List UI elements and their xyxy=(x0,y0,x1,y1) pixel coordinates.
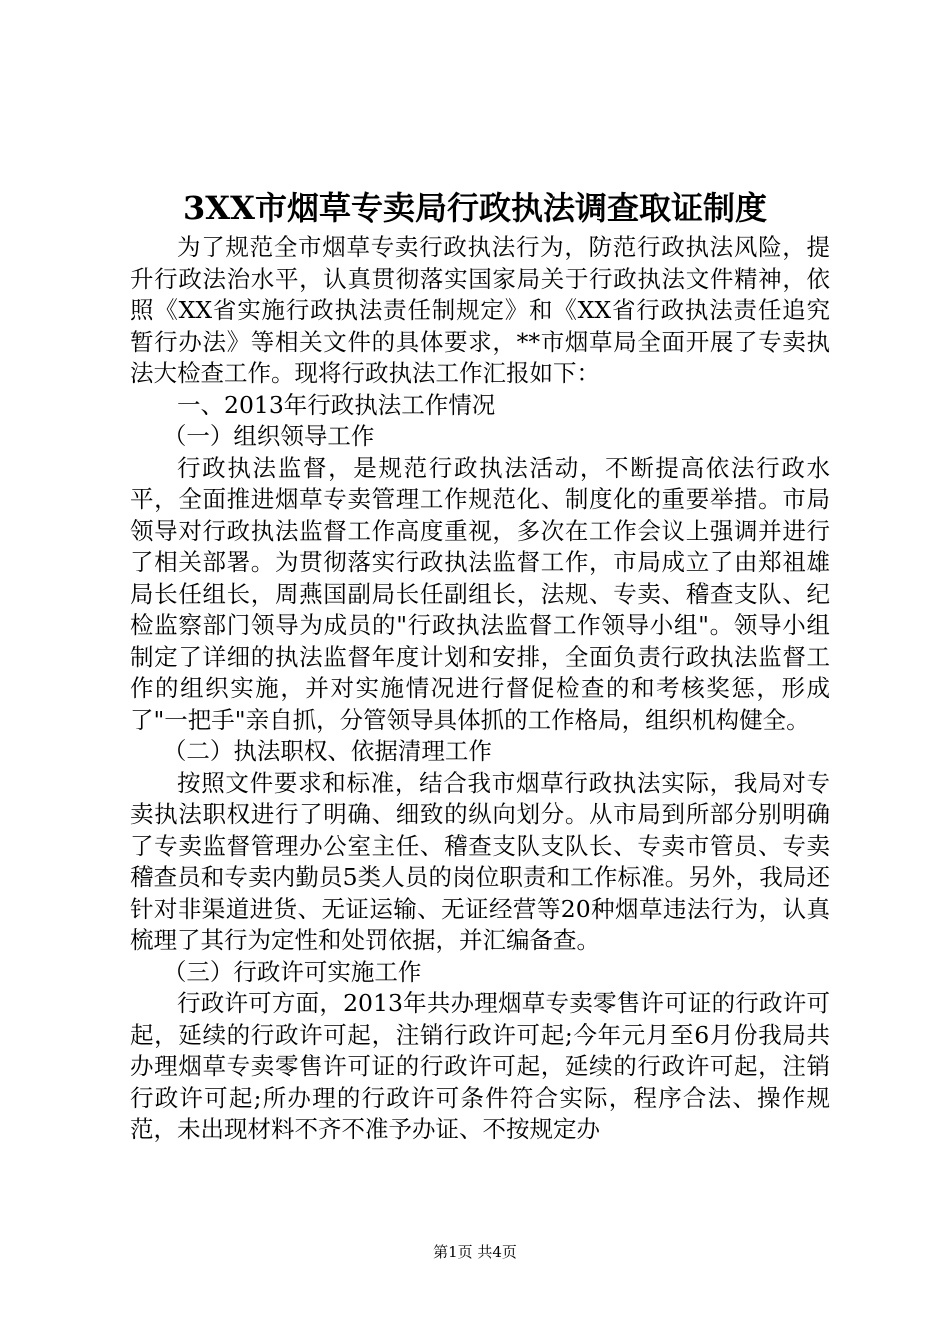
section-heading: 一、2013年行政执法工作情况 xyxy=(177,390,496,419)
subsection-heading-licensing: （三）行政许可实施工作 xyxy=(162,957,422,986)
document-title: 3XX市烟草专卖局行政执法调查取证制度 xyxy=(183,189,767,227)
paragraph-organization: 行政执法监督，是规范行政执法活动，不断提高依法行政水平，全面推进烟草专卖管理工作规范化、制度化的重要举措。市局领导对行政执法监督工作高度重视，多次在工作会议上强调并进行了相关部署。为贯彻落实行政执法监督工作，市局成立了由郑祖雄局长任组长，周燕国副局长任副组长，法规、专卖、稽查支队、纪检监察部门领导为成员的"行政执法监督工作领导小组"。领导小组制定了详细的执法监督年度计划和安排，全面负责行政执法监督工作的组织实施，并对实施情况进行督促检查的和考核奖惩，形成了"一把手"亲自抓，分管领导具体抓的工作格局，组织机构健全。 xyxy=(130,453,830,734)
paragraph-licensing: 行政许可方面，2013年共办理烟草专卖零售许可证的行政许可起，延续的行政许可起，注销行政许可起;今年元月至6月份我局共办理烟草专卖零售许可证的行政许可起，延续的行政许可起，注销行政许可起;所办理的行政许可条件符合实际，程序合法、操作规范，未出现材料不齐不准予办证、不按规定办 xyxy=(130,989,830,1143)
paragraph-authority-clearing: 按照文件要求和标准，结合我市烟草行政执法实际，我局对专卖执法职权进行了明确、细致的纵向划分。从市局到所部分别明确了专卖监督管理办公室主任、稽查支队支队长、专卖市管员、专卖稽查员和专卖内勤员5类人员的岗位职责和工作标准。另外，我局还针对非渠道进货、无证运输、无证经营等20种烟草违法行为，认真梳理了其行为定性和处罚依据，并汇编备查。 xyxy=(130,768,830,954)
intro-paragraph: 为了规范全市烟草专卖行政执法行为，防范行政执法风险，提升行政法治水平，认真贯彻落实国家局关于行政执法文件精神，依照《XX省实施行政执法责任制规定》和《XX省行政执法责任追究暂行办法》等相关文件的具体要求，**市烟草局全面开展了专卖执法大检查工作。现将行政执法工作汇报如下： xyxy=(130,233,830,387)
page-number-footer: 第1页 共4页 xyxy=(433,1243,517,1261)
document-body xyxy=(130,232,830,1146)
subsection-heading-organization: （一）组织领导工作 xyxy=(162,422,375,450)
subsection-heading-authority-clearing: （二）执法职权、依据清理工作 xyxy=(162,737,492,765)
